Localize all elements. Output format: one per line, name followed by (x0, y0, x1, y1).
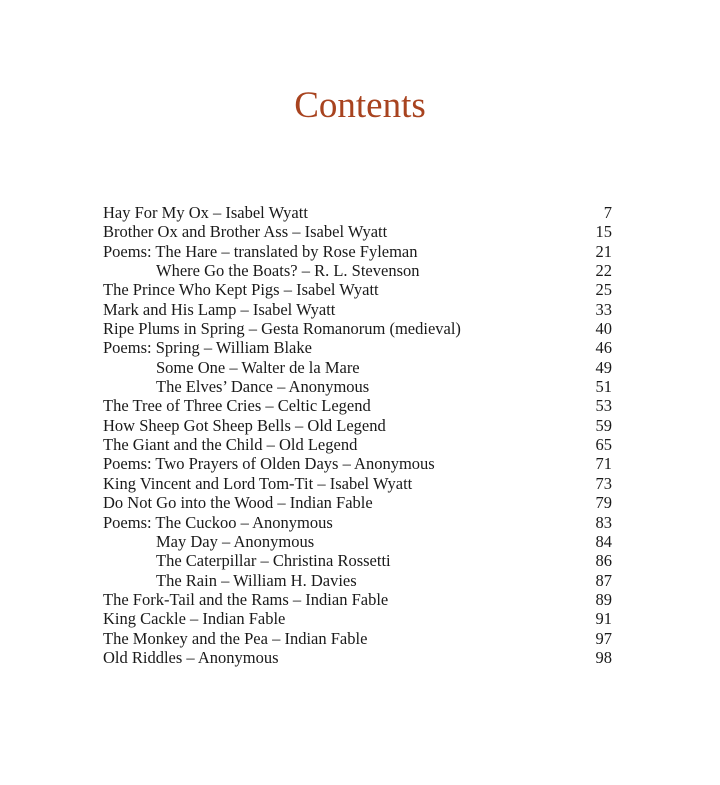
toc-entry-page: 98 (595, 647, 612, 667)
toc-entry-page: 73 (595, 473, 612, 493)
toc-entry-indented (103, 551, 612, 570)
toc-entry-indented (103, 377, 612, 396)
toc-entry (103, 300, 612, 319)
toc-entry-page: 22 (595, 261, 612, 281)
toc-entry-title: King Vincent and Lord Tom-Tit – Isabel Wyatt (103, 473, 413, 493)
toc-entry-title: Mark and His Lamp – Isabel Wyatt (103, 299, 336, 319)
toc-entry-title: The Elves’ Dance – Anonymous (156, 377, 370, 397)
toc-entry-page: 97 (595, 628, 612, 648)
toc-entry-title: Poems: The Hare – translated by Rose Fyleman (103, 241, 418, 261)
toc-entry (103, 513, 612, 532)
toc-entry-page: 71 (595, 454, 612, 474)
toc-entry-page: 65 (595, 435, 612, 455)
toc-entry (103, 416, 612, 435)
toc-entry-title: Poems: The Cuckoo – Anonymous (103, 512, 333, 532)
toc-entry-title: Ripe Plums in Spring – Gesta Romanorum (medieval) (103, 319, 461, 339)
toc-entry (103, 242, 612, 261)
toc-entry-title: Where Go the Boats? – R. L. Stevenson (156, 261, 420, 281)
toc-entry-title: The Prince Who Kept Pigs – Isabel Wyatt (103, 280, 379, 300)
toc-entry-page: 21 (595, 241, 612, 261)
toc-entry-indented (103, 261, 612, 280)
toc-entry-page: 59 (595, 415, 612, 435)
toc-entry (103, 590, 612, 609)
toc-entry-title: The Monkey and the Pea – Indian Fable (103, 628, 368, 648)
toc-entry (103, 435, 612, 454)
toc-entry (103, 629, 612, 648)
toc-entry (103, 338, 612, 357)
toc-entry-title: The Giant and the Child – Old Legend (103, 435, 358, 455)
toc-entry-page: 7 (603, 203, 612, 222)
toc-entry-page: 25 (595, 280, 612, 300)
toc-entry (103, 222, 612, 241)
toc-entry (103, 280, 612, 299)
toc-entry-title: The Tree of Three Cries – Celtic Legend (103, 396, 371, 416)
toc-entry-page: 53 (595, 396, 612, 416)
toc-entry-indented (103, 532, 612, 551)
toc-entry-page: 89 (595, 589, 612, 609)
toc-entry-page: 83 (595, 512, 612, 532)
toc-entry-title: Old Riddles – Anonymous (103, 647, 279, 667)
toc-entry-title: Brother Ox and Brother Ass – Isabel Wyatt (103, 222, 388, 242)
toc-entry-indented (103, 358, 612, 377)
toc-entry (103, 493, 612, 512)
toc-entry-title: Hay For My Ox – Isabel Wyatt (103, 203, 308, 222)
toc-entry-title: Do Not Go into the Wood – Indian Fable (103, 493, 373, 513)
toc-entry-title: The Caterpillar – Christina Rossetti (156, 551, 391, 571)
toc-entry-indented (103, 571, 612, 590)
toc-entry-title: The Fork-Tail and the Rams – Indian Fable (103, 589, 389, 609)
toc-entry-page: 49 (595, 357, 612, 377)
toc-entry-page: 33 (595, 299, 612, 319)
toc-entry-page: 46 (595, 338, 612, 358)
toc-entry (103, 454, 612, 473)
toc-entry-page: 86 (595, 551, 612, 571)
toc-entry-page: 40 (595, 319, 612, 339)
toc-entry (103, 609, 612, 628)
toc-entry-title: King Cackle – Indian Fable (103, 609, 286, 629)
toc-entry (103, 319, 612, 338)
toc-entry (103, 648, 612, 667)
toc-entry-title: Some One – Walter de la Mare (156, 357, 360, 377)
toc-entry (103, 203, 612, 222)
toc-entry-page: 79 (595, 493, 612, 513)
toc-entry-title: How Sheep Got Sheep Bells – Old Legend (103, 415, 386, 435)
toc-entry-page: 84 (595, 531, 612, 551)
toc-entry (103, 474, 612, 493)
toc-entry-page: 15 (595, 222, 612, 242)
page-title: Contents (294, 85, 426, 126)
toc-entry-title: The Rain – William H. Davies (156, 570, 357, 590)
toc-entry-title: Poems: Two Prayers of Olden Days – Anonymous (103, 454, 435, 474)
table-of-contents (103, 203, 612, 667)
toc-entry-page: 87 (595, 570, 612, 590)
toc-entry-page: 51 (595, 377, 612, 397)
toc-entry-title: Poems: Spring – William Blake (103, 338, 312, 358)
toc-entry (103, 396, 612, 415)
toc-entry-title: May Day – Anonymous (156, 531, 315, 551)
toc-entry-page: 91 (595, 609, 612, 629)
